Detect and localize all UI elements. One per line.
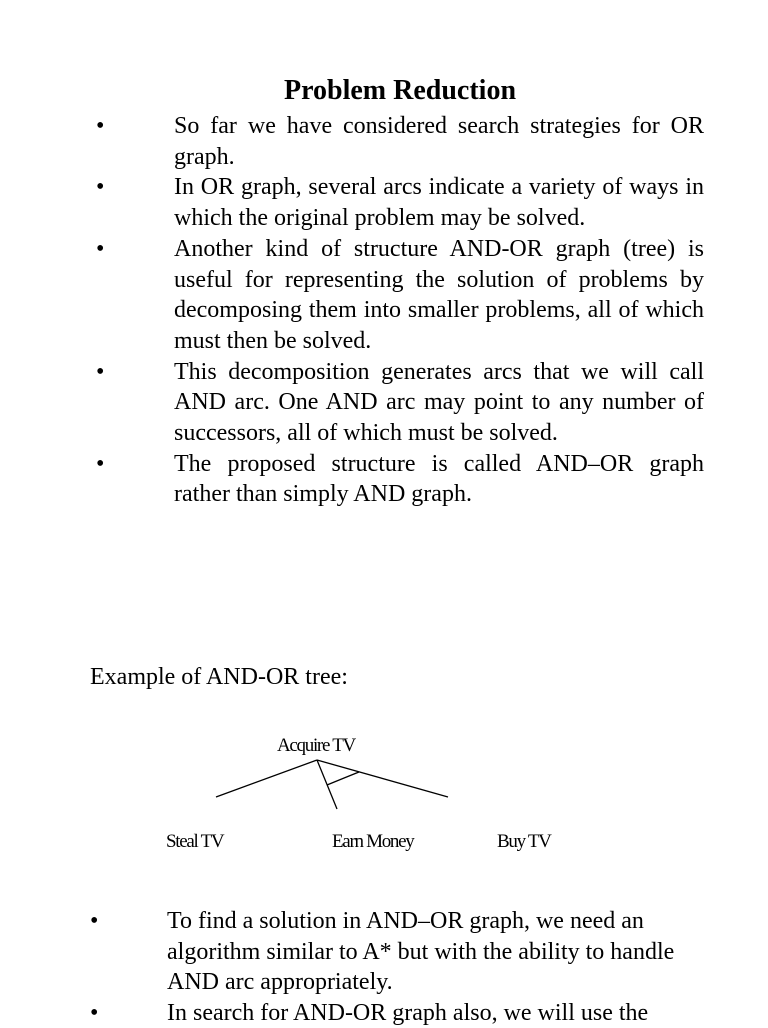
page-title: Problem Reduction bbox=[0, 74, 768, 108]
bullet-icon: • bbox=[96, 234, 174, 357]
example-label: Example of AND-OR tree: bbox=[90, 662, 348, 692]
tree-node-root: Acquire TV bbox=[277, 735, 355, 757]
bullet-list-2 bbox=[90, 906, 698, 1028]
bullet-text: So far we have considered search strategies for OR graph. bbox=[174, 111, 704, 172]
tree-node-steal-tv: Steal TV bbox=[166, 831, 223, 853]
list-item bbox=[96, 234, 704, 357]
bullet-text: This decomposition generates arcs that we will call AND arc. One AND arc may point to any number of successors, all of which must be solved. bbox=[174, 357, 704, 449]
and-or-tree-diagram bbox=[0, 720, 768, 870]
list-item bbox=[90, 906, 698, 998]
bullet-list bbox=[96, 111, 704, 510]
list-item bbox=[96, 111, 704, 172]
bullet-text: To find a solution in AND–OR graph, we need an algorithm similar to A* but with the ability to handle AND arc appropriately. bbox=[167, 906, 698, 998]
edge-steal-tv bbox=[216, 760, 317, 797]
bullet-text: The proposed structure is called AND–OR graph rather than simply AND graph. bbox=[174, 449, 704, 510]
list-item bbox=[96, 449, 704, 510]
list-item bbox=[90, 998, 698, 1028]
tree-node-earn-money: Earn Money bbox=[332, 831, 413, 853]
list-item bbox=[96, 172, 704, 233]
bullet-text: In OR graph, several arcs indicate a variety of ways in which the original problem may be solved. bbox=[174, 172, 704, 233]
bullet-text: In search for AND-OR graph also, we will use the bbox=[167, 998, 698, 1028]
edge-buy-tv bbox=[317, 760, 448, 797]
list-item bbox=[96, 357, 704, 449]
and-arc bbox=[327, 772, 359, 785]
tree-node-buy-tv: Buy TV bbox=[497, 831, 551, 853]
bullet-icon: • bbox=[90, 906, 167, 998]
bullet-icon: • bbox=[96, 449, 174, 510]
bullet-icon: • bbox=[96, 357, 174, 449]
bullet-text: Another kind of structure AND-OR graph (tree) is useful for representing the solution of problems by decomposing them into smaller problems, all of which must then be solved. bbox=[174, 234, 704, 357]
bullet-icon: • bbox=[96, 172, 174, 233]
bullet-icon: • bbox=[90, 998, 167, 1028]
bullet-icon: • bbox=[96, 111, 174, 172]
